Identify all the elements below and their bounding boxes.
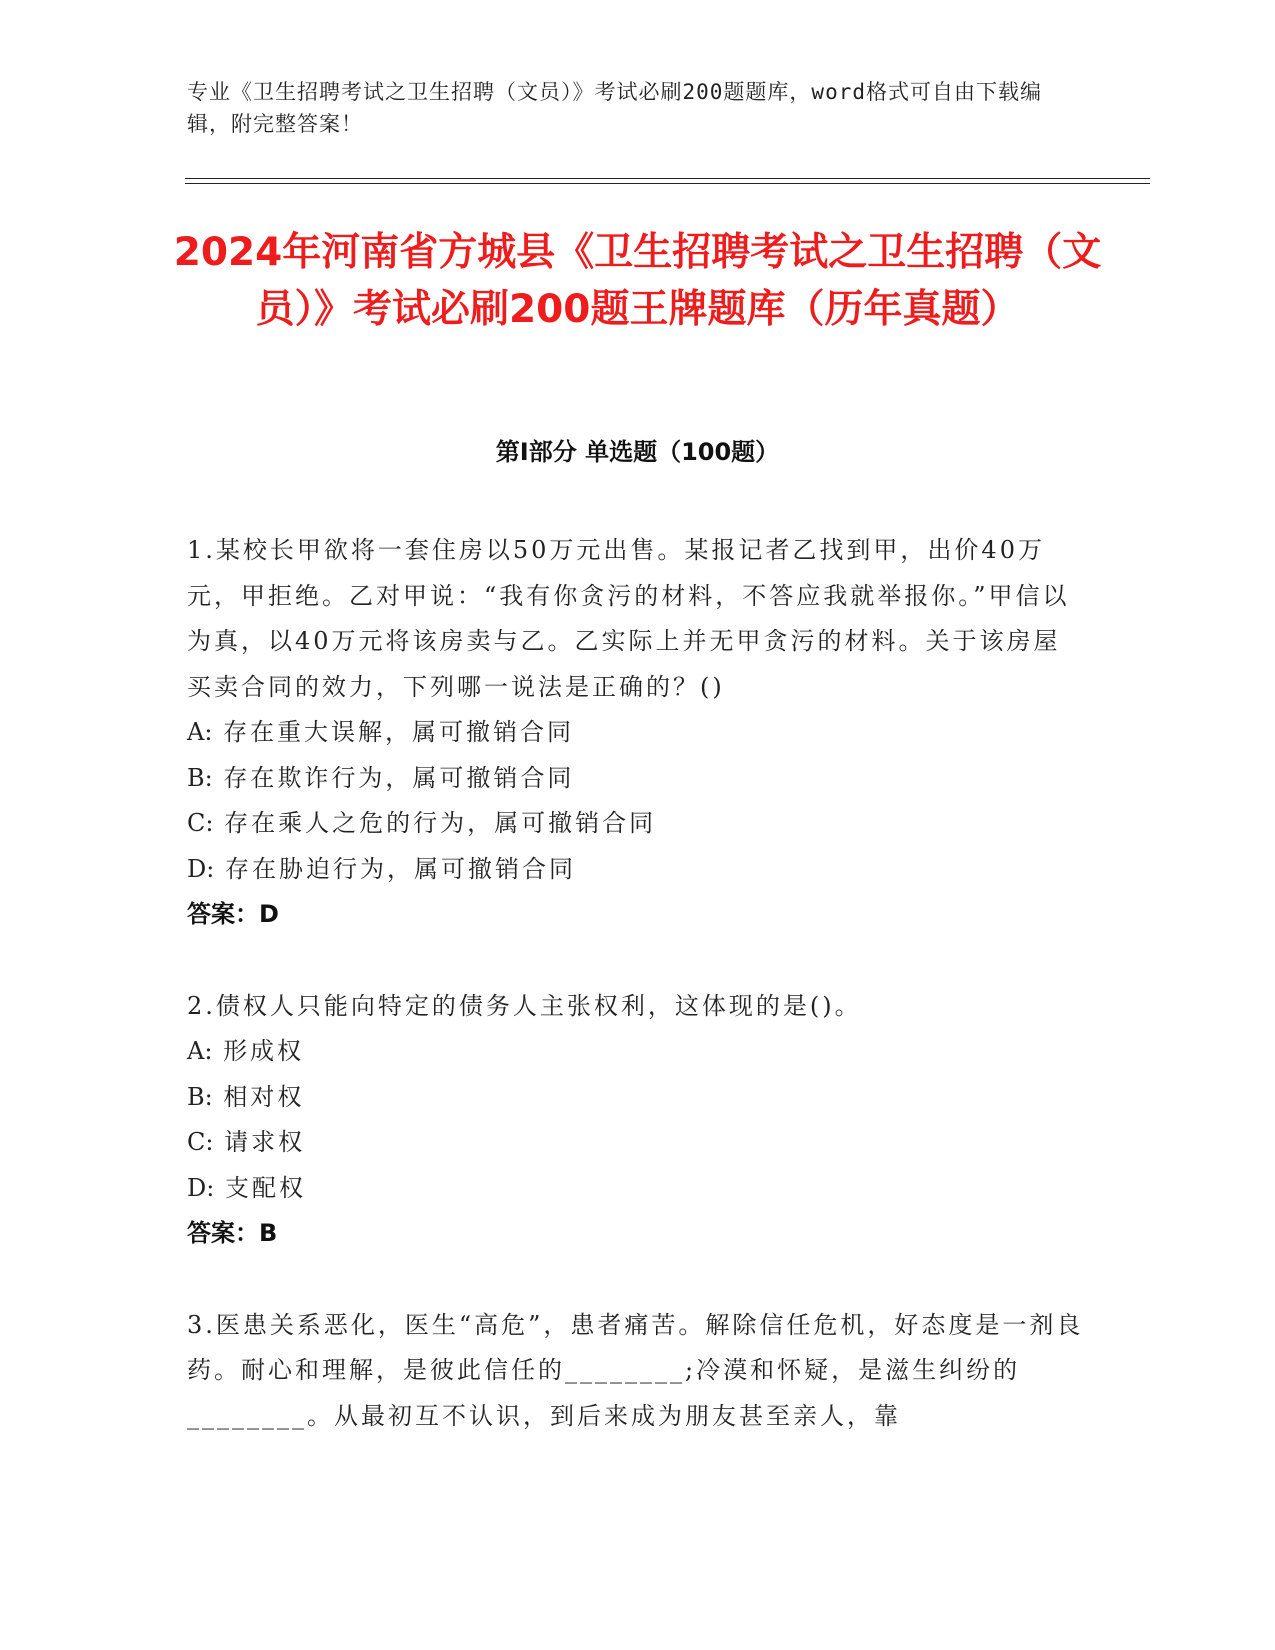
- option-letter: A:: [187, 1037, 213, 1065]
- answer: 答案：B: [187, 1219, 278, 1247]
- option-a: [187, 1029, 1087, 1075]
- option-text: 存在重大误解，属可撤销合同: [223, 718, 575, 746]
- option-letter: D:: [187, 1173, 215, 1202]
- question-text: 2.债权人只能向特定的债务人主张权利，这体现的是()。: [187, 991, 862, 1020]
- option-letter: B:: [187, 763, 213, 792]
- header-note: 专业《卫生招聘考试之卫生招聘（文员）》考试必刷200题题库，word格式可自由下载编辑，附完整答案！: [187, 80, 1042, 136]
- question-text: 1.某校长甲欲将一套住房以50万元出售。某报记者乙找到甲，出价40万元，甲拒绝。乙对甲说：“我有你贪污的材料，不答应我就举报你。”甲信以为真，以40万元将该房卖与乙。乙实际上并无甲贪污的材料。关于该房屋买卖合同的效力，下列哪一说法是正确的？(): [187, 536, 1070, 701]
- option-text: 请求权: [224, 1128, 306, 1156]
- option-letter: C:: [187, 809, 214, 837]
- answer: 答案：D: [187, 900, 279, 928]
- question-list: [187, 528, 1087, 1485]
- option-c: [187, 1120, 1087, 1166]
- option-text: 存在欺诈行为，属可撤销合同: [223, 763, 575, 792]
- option-d: [187, 847, 1087, 893]
- option-b: [187, 756, 1087, 802]
- option-letter: A:: [187, 718, 213, 746]
- question-2: [187, 984, 1087, 1257]
- option-c: [187, 801, 1087, 847]
- question-text: 3.医患关系恶化，医生“高危”，患者痛苦。解除信任危机，好态度是一剂良药。耐心和理解，是彼此信任的________;冷漠和怀疑，是滋生纠纷的________。从最初互不认识，到后来成为朋友甚至亲人，靠: [187, 1310, 1084, 1430]
- option-text: 存在胁迫行为，属可撤销合同: [224, 854, 576, 883]
- option-letter: C:: [187, 1128, 214, 1156]
- option-text: 形成权: [223, 1037, 305, 1065]
- document-title: 2024年河南省方城县《卫生招聘考试之卫生招聘（文员）》考试必刷200题王牌题库（历年真题）: [173, 230, 1102, 332]
- option-b: [187, 1075, 1087, 1121]
- option-letter: D:: [187, 854, 215, 883]
- option-a: [187, 710, 1087, 756]
- option-text: 存在乘人之危的行为，属可撤销合同: [224, 809, 657, 837]
- option-d: [187, 1166, 1087, 1212]
- section-heading: 第Ⅰ部分 单选题（100题）: [495, 438, 780, 466]
- option-text: 相对权: [223, 1082, 305, 1111]
- option-text: 支配权: [224, 1173, 306, 1202]
- header-divider-bottom: [185, 183, 1150, 184]
- header-divider-top: [185, 178, 1150, 179]
- question-1: [187, 528, 1087, 938]
- question-3: [187, 1303, 1087, 1440]
- option-letter: B:: [187, 1082, 213, 1111]
